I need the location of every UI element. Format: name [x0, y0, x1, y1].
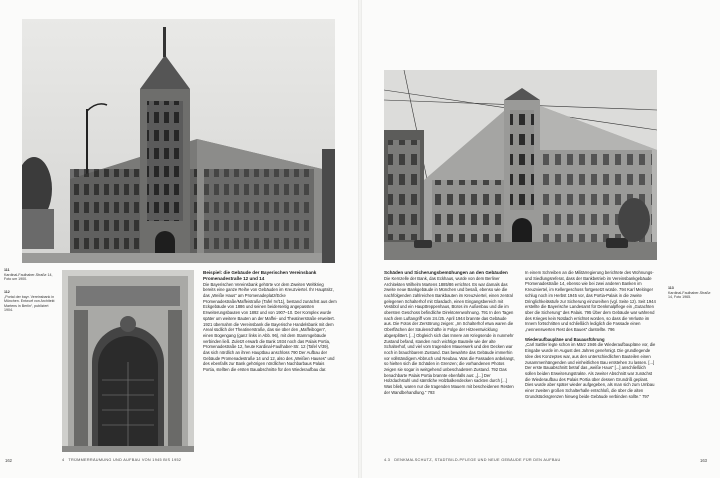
left-page	[0, 0, 358, 478]
running-footer-left	[62, 458, 181, 462]
caption-text: Kardinal-Faulhaber-Straße 14, Foto um 1900.	[4, 272, 53, 282]
photo-bank-building-1965	[384, 70, 657, 260]
caption-number: 113	[668, 286, 674, 290]
page-number-right: 163	[700, 458, 707, 463]
footer-chapter-title: DENKMALSCHUTZ, STADTBILD-PFLEGE UND NEUE GEBÄUDE FÜR DEN AUFBAU	[394, 458, 561, 462]
page-number-left: 162	[5, 458, 12, 463]
caption-111	[4, 268, 56, 282]
caption-number: 112	[4, 290, 10, 294]
section-heading: Schäden und Sicherungsbemühungen an den Gebäuden	[384, 270, 508, 275]
body-text: Die Kernzelle der Bank, das Eckhaus, wurde von dem Berliner Architekten Wilhelm Martens 1885/86 errichtet. Es war damals das zweite neue Bankgebäude in München und besaß, ebenso wie die nachfolgenden zahlreichen Bankbauten im Kreuzviertel, einen zentral gelegenen Schalterhof mit Glasdach, einen Eingangsbereich mit Vestibül und ein Haupttreppenhaus, Büros im Außenbau und die im obersten Geschoss befindliche Direktorenwohnung. 791 In den Tagen nach dem Luftangriff vom 24./25. April 1944 brannte das Gebäude aus. Die Fotos der Zerstörung zeigen: „Im Schalterhof etwa waren die Oberflächen der Säulenschäfte in Folge der Hitzeentwicklung abgesplittert. [...] Obgleich sich das Innere am Kriegsende in nunmehr Zustand befand, standen noch wichtige Bauteile wie der alte Schalterhof, und viel vom tragenden Mauerwerk und den Decken war noch in brauchbarem Zustand. Das bewahrte das Gebäude immerhin vor vollständigem Abbruch und Neubau. Was die Fassaden anbelangt, so hielten sich die Schäden in Grenzen; die vorhandenen Photos zeigen sie sogar in weitgehend unbeschadetem Zustand. 792 Das benachbarte Palais Portia brannte ebenfalls aus: „[...] Der Holzdachstuhl und sämtliche Holzbalkendecken sackten durch [...] Was blieb, waren nur die tragenden Mauern mit bescheidenen Resten der Wandbehandlung.“ 793	[384, 275, 515, 395]
right-text-column-2	[525, 270, 656, 399]
right-page	[362, 0, 720, 478]
left-text-column	[203, 270, 337, 373]
running-footer-right	[384, 458, 561, 462]
caption-text: „Portal der bayr. Vereinsbank in München. Entwurf von Architekt Martens in Berlin“, publiziert 1904.	[4, 294, 55, 313]
body-text: In einem Schreiben an die Militärregierung berichtete des Wohnungs- und Siedlungsreferat, dass der Bankbetrieb im Vereinsbankgebäude Promenadestraße 14, ebenso wie bei zwei anderen Banken im Kreuzviertel, im Kellergeschoss fortgesetzt würde. 794 Karl Meitinger schlug noch im Herbst 1945 vor, das Portia-Palais in die zweite Dringlichkeitsstufe zur Sicherung einzureihen (vgl. Seite 12). Seit 1944 erstellte die Bayerische Landesamt für Denkmalpflege ein „Gutachten über die Sicherung“ des Palais. 795 Über dem Gebäude war während des Krieges kein Notdach errichtet worden, so dass die Verluste im Innern fortschritten und schließlich lediglich die Fassade einen „nennenswerten Rest des Baues“ darstellte. 796	[525, 270, 656, 333]
caption-113	[668, 286, 716, 300]
footer-chapter-number: 4.3	[384, 458, 391, 462]
caption-text: Kardinal-Faulhaber-Straße 14, Foto 1965.	[668, 290, 711, 300]
right-text-column-1	[384, 270, 515, 396]
footer-chapter-title: TRÜMMERRÄUMUNG UND AUFBAU VON 1945 BIS 1952	[68, 458, 182, 462]
body-text: „Carl Sattler legte schon im März 1946 die Wiederaufbaupläne vor, die Eingabe wurde im August des Jahres genehmigt. Die grundlegende Idee des Konzeptes war, aus den unterschiedlichen Bauteilen einen zusammenhängenden und einheitlichen Bau entstehen zu lassen. [...] Der erste Bauabschnitt betraf das „weiße Haus“ [...] anschließlich sollen beiden Erweiterungstrakte. Als zweiter Abschnitt war zunächst die Wiederaufbau des Palais Portia über dessen Grundriß geplant. Dies wurde aber später wieder aufgegeben, als man sich zum Umbau einer zweiten großen Schalterhalle entschloß, die über die alten Grundstücksgrenzen hinweg beide Gebäude verbinden sollte.“ 797	[525, 342, 656, 399]
caption-number: 111	[4, 268, 10, 272]
section-heading: Beispiel: die Gebäude der Bayerischen Vereinsbank Promenadestraße 12 und 14	[203, 270, 317, 281]
caption-112	[4, 290, 56, 313]
footer-chapter-number: 4	[62, 458, 65, 462]
subsection-heading: Wiederaufbaupläne und Bauausführung	[525, 336, 605, 342]
body-text: Die Bayerischen Vereinsbank gehörte vor dem Zweiten Weltkrieg bereits eine ganze Reihe von Gebäuden im Kreuzviertel. Ihr Hauptsitz, das „Weiße Haus“ am Promenadeplatz/Ecke Promenadestraße/Maffeistraße (Tafel IV/11), bestand zunächst aus dem Eckgebäude von 1886 und seinen beiderseitig angepassten Erweiterungsbauten von 1892 und von 1907–10. Der Komplex wurde später um weitere Bauten an der Maffei- und Theatinerstraße erweitert. 1921 übernahm die Vereinsbank die Bayerische Handelsbank mit dem Areal südlich der Theatinerstraße, das sie über den „Maffeibogen“, einen Bogengang (ganz links in Abb. 96), mit dem Stammgebäude verbinden ließ. Zuletzt erwarb die Bank 1934 noch das Palais Portia, Promenadestraße 12, heute Kardinal-Faulhaber-Str. 12 (Tafel V/39), das sich nördlich an ihren Hauptbau anschloss 790 Der Aufbau der Gebäude Promenadestraße 14 und 12, also des „Weißen Hauses“ und des ebenfalls zur Bank gehörigen nördlichen Nachbarbaus Palais Portia, stellten die ersten Bauabschnitte für den Wiederaufbau dar.	[203, 281, 337, 373]
photo-portal-drawing	[62, 270, 194, 452]
photo-bank-building-1900	[22, 19, 335, 263]
